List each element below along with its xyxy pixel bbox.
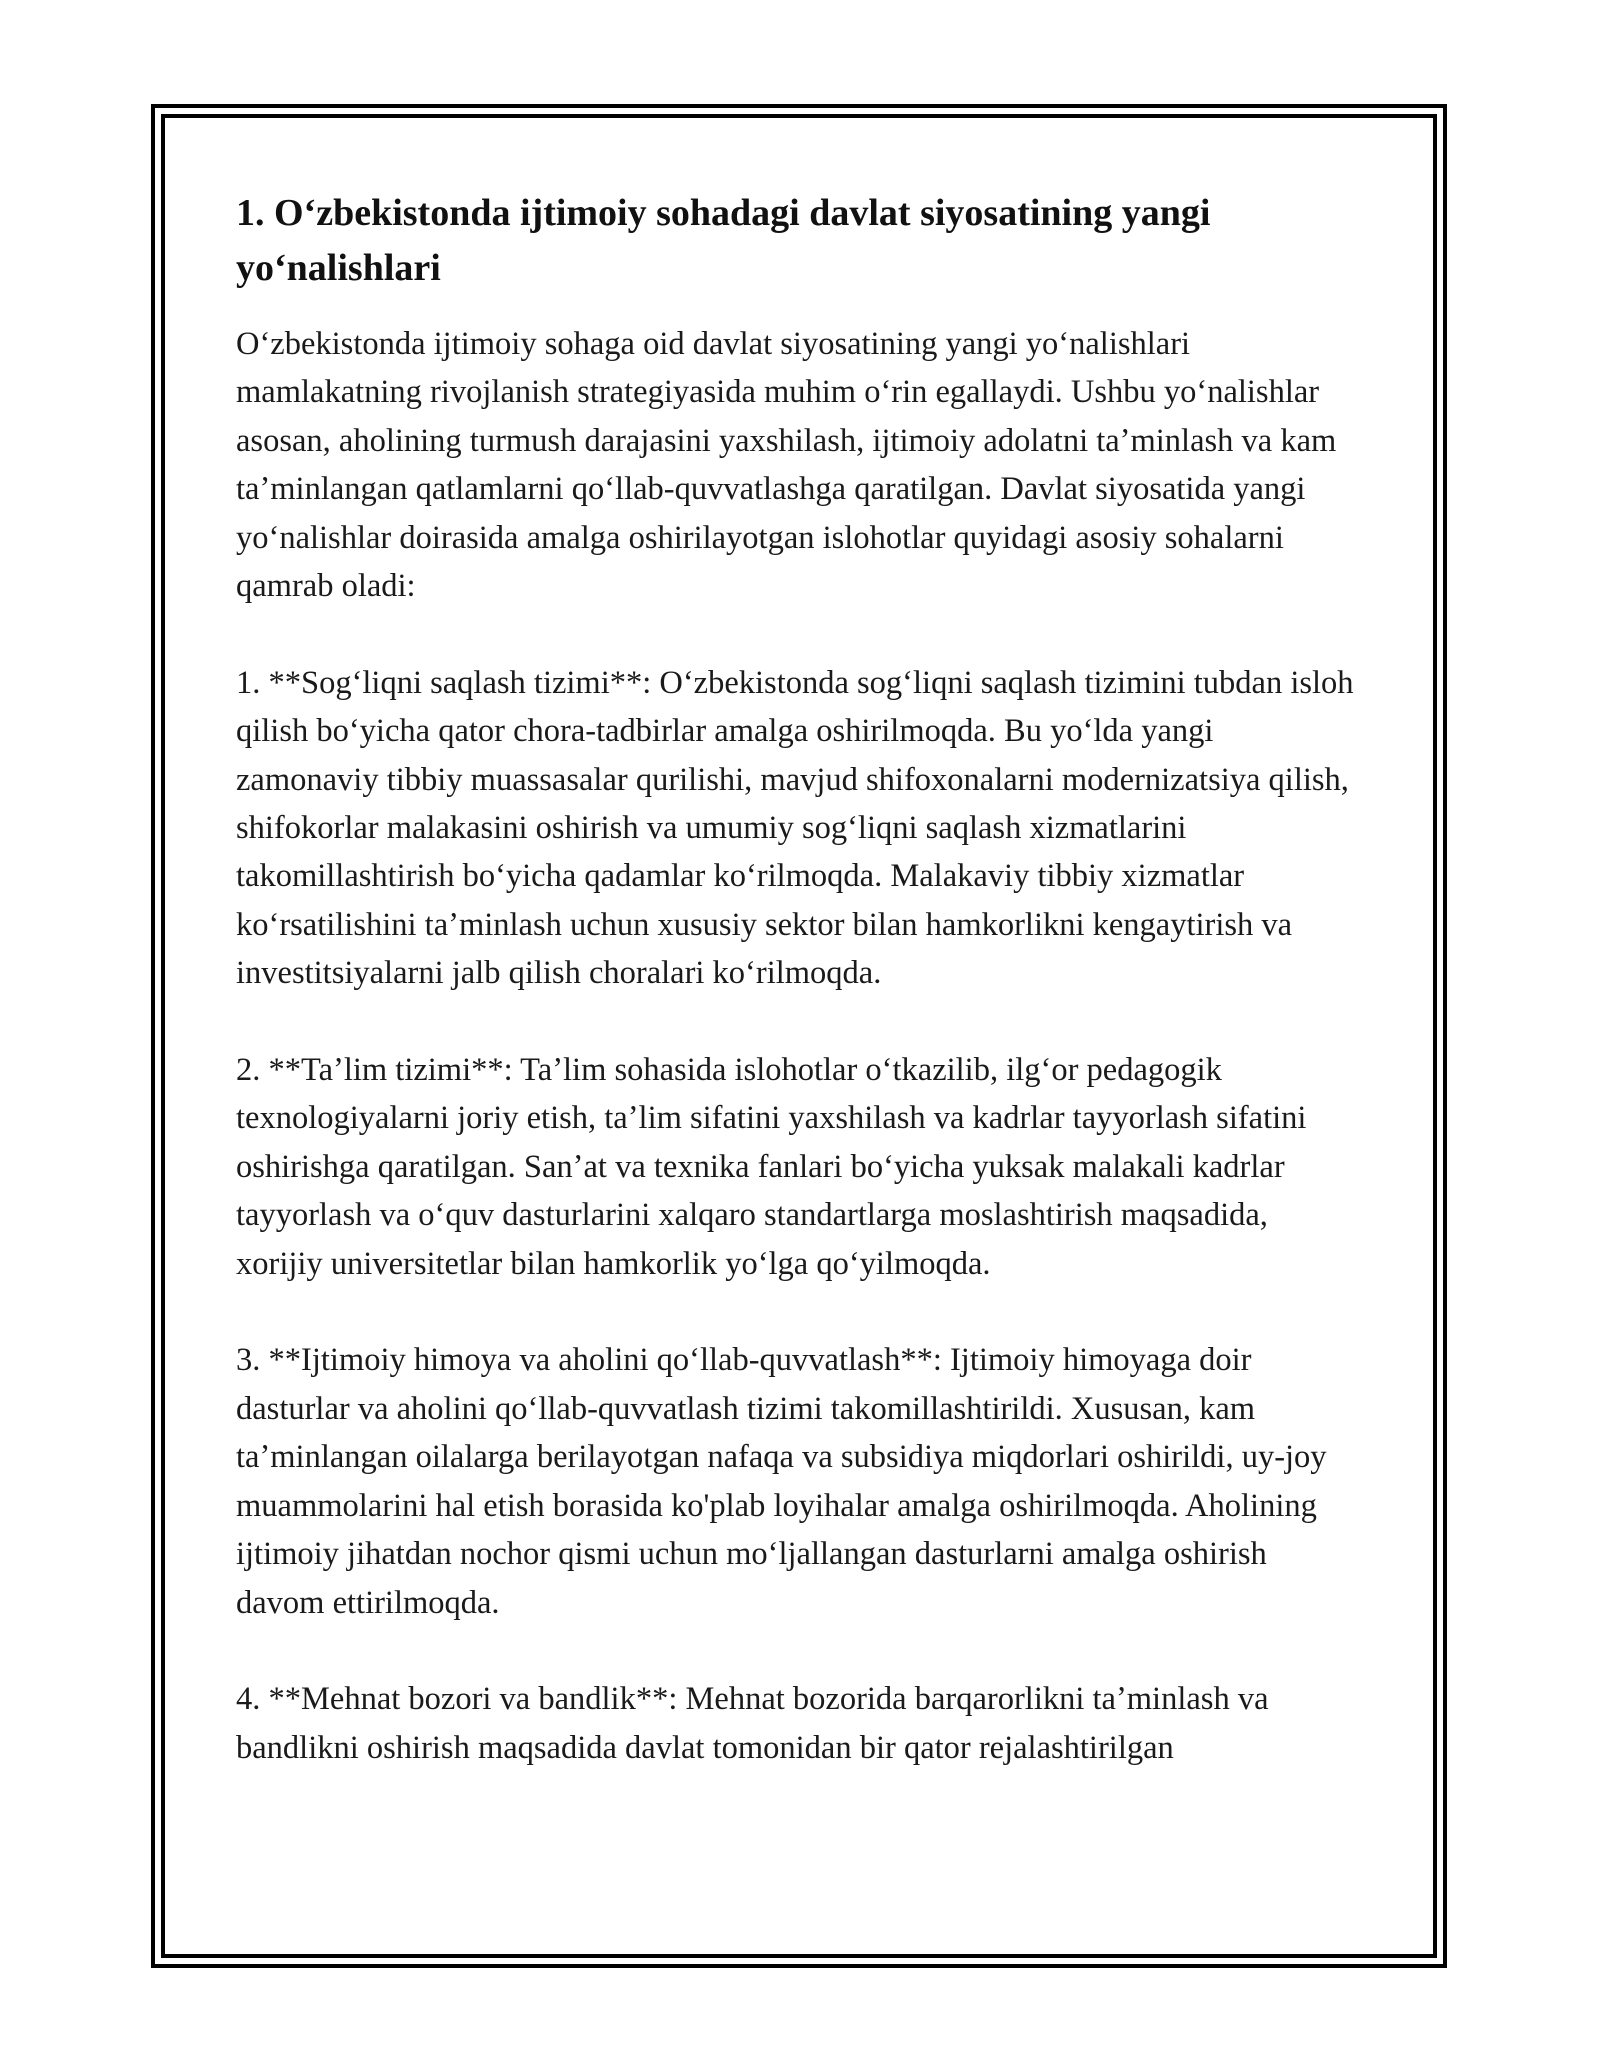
document-body: [236, 186, 1356, 1821]
list-item-healthcare: 1. **Sogʻliqni saqlash tizimi**: Oʻzbekistonda sogʻliqni saqlash tizimini tubdan isloh qilish boʻyicha qator chora-tadbirlar amalga oshirilmoqda. Bu yoʻlda yangi zamonaviy tibbiy muassasalar qurilishi, mavjud shifoxonalarni modernizatsiya qilish, shifokorlar malakasini oshirish va umumiy sogʻliqni saqlash xizmatlarini takomillashtirish boʻyicha qadamlar koʻrilmoqda. Malakaviy tibbiy xizmatlar koʻrsatilishini taʼminlash uchun xususiy sektor bilan hamkorlikni kengaytirish va investitsiyalarni jalb qilish choralari koʻrilmoqda.: [236, 664, 1354, 992]
section-heading: 1. Oʻzbekistonda ijtimoiy sohadagi davlat siyosatining yangi yoʻnalishlari: [236, 192, 1211, 289]
list-item-social-protection: 3. **Ijtimoiy himoya va aholini qoʻllab-quvvatlash**: Ijtimoiy himoyaga doir dasturlar va aholini qoʻllab-quvvatlash tizimi takomillashtirildi. Xususan, kam taʼminlangan oilalarga berilayotgan nafaqa va subsidiya miqdorlari oshirildi, uy-joy muammolarini hal etish borasida ko'plab loyihalar amalga oshirilmoqda. Aholining ijtimoiy jihatdan nochor qismi uchun moʻljallangan dasturlarni amalga oshirish davom ettirilmoqda.: [236, 1342, 1327, 1621]
list-item-labor-market: 4. **Mehnat bozori va bandlik**: Mehnat bozorida barqarorlikni taʼminlash va bandlikni oshirish maqsadida davlat tomonidan bir qator rejalashtirilgan: [236, 1681, 1269, 1766]
intro-paragraph: Oʻzbekistonda ijtimoiy sohaga oid davlat siyosatining yangi yoʻnalishlari mamlakatning rivojlanish strategiyasida muhim oʻrin egallaydi. Ushbu yoʻnalishlar asosan, aholining turmush darajasini yaxshilash, ijtimoiy adolatni taʼminlash va kam taʼminlangan qatlamlarni qoʻllab-quvvatlashga qaratilgan. Davlat siyosatida yangi yoʻnalishlar doirasida amalga oshirilayotgan islohotlar quyidagi asosiy sohalarni qamrab oladi:: [236, 326, 1337, 605]
list-item-education: 2. **Taʼlim tizimi**: Taʼlim sohasida islohotlar oʻtkazilib, ilgʻor pedagogik texnologiyalarni joriy etish, taʼlim sifatini yaxshilash va kadrlar tayyorlash sifatini oshirishga qaratilgan. Sanʼat va texnika fanlari boʻyicha yuksak malakali kadrlar tayyorlash va oʻquv dasturlarini xalqaro standartlarga moslashtirish maqsadida, xorijiy universitetlar bilan hamkorlik yoʻlga qoʻyilmoqda.: [236, 1052, 1307, 1282]
